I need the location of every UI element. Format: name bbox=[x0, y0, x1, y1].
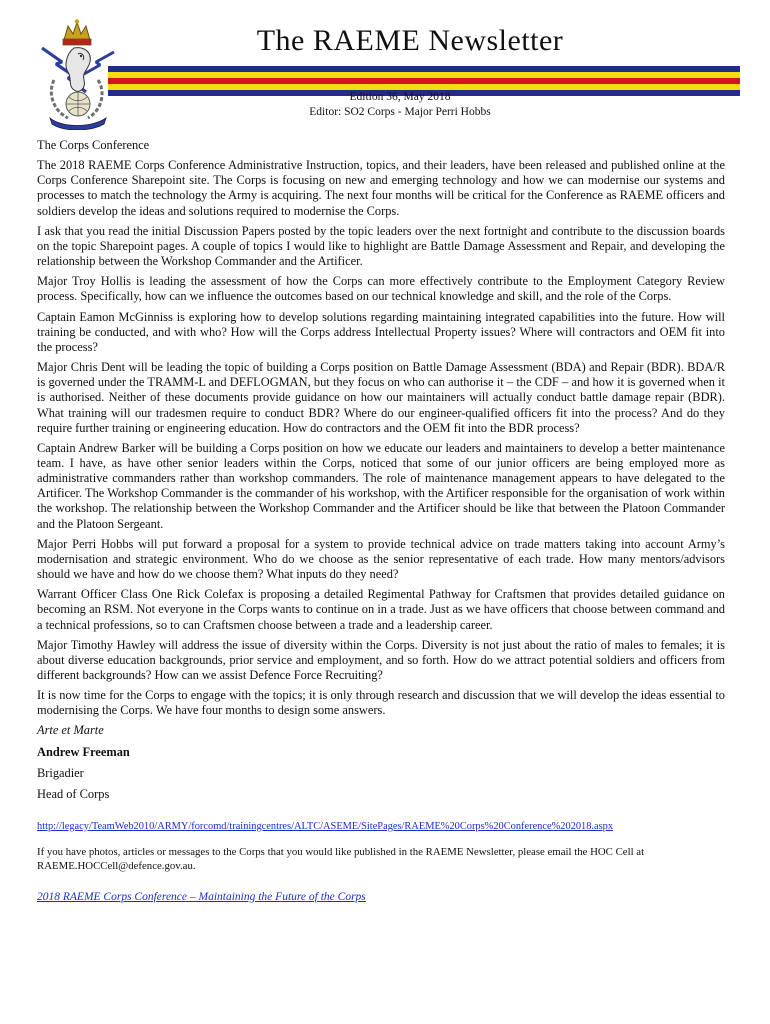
article-paragraph: Captain Eamon McGinniss is exploring how to develop solutions regarding maintaining integrated capabilities into the future. How will training be conducted, and with who? How will the Corps address Intellectual Property issues? Where will contractors and OEM fit into the process? bbox=[37, 309, 725, 354]
conference-footer-link[interactable]: 2018 RAEME Corps Conference – Maintaining the Future of the Corps bbox=[37, 890, 366, 903]
article-paragraph: Major Chris Dent will be leading the topic of building a Corps position on Battle Damage Assessment (BDA) and Repair (BDR). BDA/R is governed under the TRAMM-L and DEFLOGMAN, but they focus on who can authorise it – the CDF – and how it is governed when it is authorised. Neither of these documents provide guidance on how our maintainers will actually conduct battle damage repair (BDR). What training will our tradesmen require to conduct BDR? Where do our engineer-qualified officers fit into the process? And do they require further training or engineering education. How do contractors and the OEM fit into the BDR process? bbox=[37, 360, 725, 435]
conference-sharepoint-link[interactable]: http://legacy/TeamWeb2010/ARMY/forcomd/trainingcentres/ALTC/ASEME/SitePages/RAEME%20Corps%20Conference%202018.aspx bbox=[37, 820, 614, 832]
article-paragraph: Major Timothy Hawley will address the issue of diversity within the Corps. Diversity is not just about the ratio of males to females; it is about diverse education backgrounds, prior service and employment, and so forth. How do we attract potential soldiers and officers from different backgrounds? How can we assist Defence Force Recruiting? bbox=[37, 637, 725, 682]
article-paragraph: Captain Andrew Barker will be building a Corps position on how we educate our leaders and maintainers to develop a better maintenance team. I have, as have other senior leaders within the Corps, noticed that some of our junior officers are being employed more as administrative commanders rather than workshop commanders. The role of maintenance management appears to have delegated to the Artificer. The Workshop Commander is the commander of his workshop, with the Artificer responsible for the organisation of work within the workshop. The relationship between the Workshop Commander and the Artificer should be like that between the Platoon Commander and the Platoon Sergeant. bbox=[37, 440, 725, 531]
signature-role: Head of Corps bbox=[37, 786, 110, 801]
edition-line: Edition 36, May 2018 bbox=[349, 91, 451, 103]
article-body bbox=[37, 138, 725, 905]
submission-note: If you have photos, articles or messages to the Corps that you would like published in the RAEME Newsletter, please email the HOC Cell at RAEME.HOCCell@defence.gov.au. bbox=[37, 845, 645, 872]
article-paragraph: It is now time for the Corps to engage with the topics; it is only through research and discussion that we will develop the ideas essential to modernising the Corps. We have four months to design some answers. bbox=[37, 688, 725, 718]
newsletter-title: The RAEME Newsletter bbox=[256, 24, 564, 57]
edition-block bbox=[200, 90, 600, 120]
article-paragraph: Major Perri Hobbs will put forward a proposal for a system to provide technical advice on trade matters taking into account Army’s modernisation and strategic environment. Who do we choose as the senior representative of each trade. How many mentors/advisors should we have and how do we choose them? What inputs do they need? bbox=[37, 536, 725, 582]
motto: Arte et Marte bbox=[37, 723, 104, 738]
article-heading: The Corps Conference bbox=[37, 138, 150, 152]
article-paragraph: Major Troy Hollis is leading the assessment of how the Corps can more effectively contribute to the Employment Category Review process. Specifically, how can we influence the outcomes based on our technical knowledge and skill, and the role of the Corps. bbox=[37, 274, 725, 304]
article-paragraph: I ask that you read the initial Discussion Papers posted by the topic leaders over the next fortnight and contribute to the discussion boards on the topic Sharepoint pages. A couple of topics I would like to highlight are Battle Damage Assessment and Repair, and developing the relationship between the Workshop Commander and the Artificer. bbox=[37, 223, 725, 269]
signature-rank: Brigadier bbox=[37, 765, 84, 780]
article-paragraph: Warrant Officer Class One Rick Colefax is proposing a detailed Regimental Pathway for Craftsmen that provides detailed guidance on becoming an RSM. Not everyone in the Corps wants to continue on in a trade. Just as we have officers that choose between command and a technical professions, so to can Craftsmen choose between a trade and a leadership career. bbox=[37, 587, 725, 632]
editor-line: Editor: SO2 Corps - Major Perri Hobbs bbox=[309, 106, 491, 118]
article-paragraph: The 2018 RAEME Corps Conference Administrative Instruction, topics, and their leaders, have been released and published online at the Corps Conference Sharepoint site. The Corps is focusing on new and emerging technology and how we can modernise our systems and processes to match the technology the Army is acquiring. The next four months will be critical for the Conference as RAEME officers and soldiers develop the ideas and solutions required to modernise the Corps. bbox=[37, 158, 725, 218]
signature-name: Andrew Freeman bbox=[37, 744, 130, 759]
